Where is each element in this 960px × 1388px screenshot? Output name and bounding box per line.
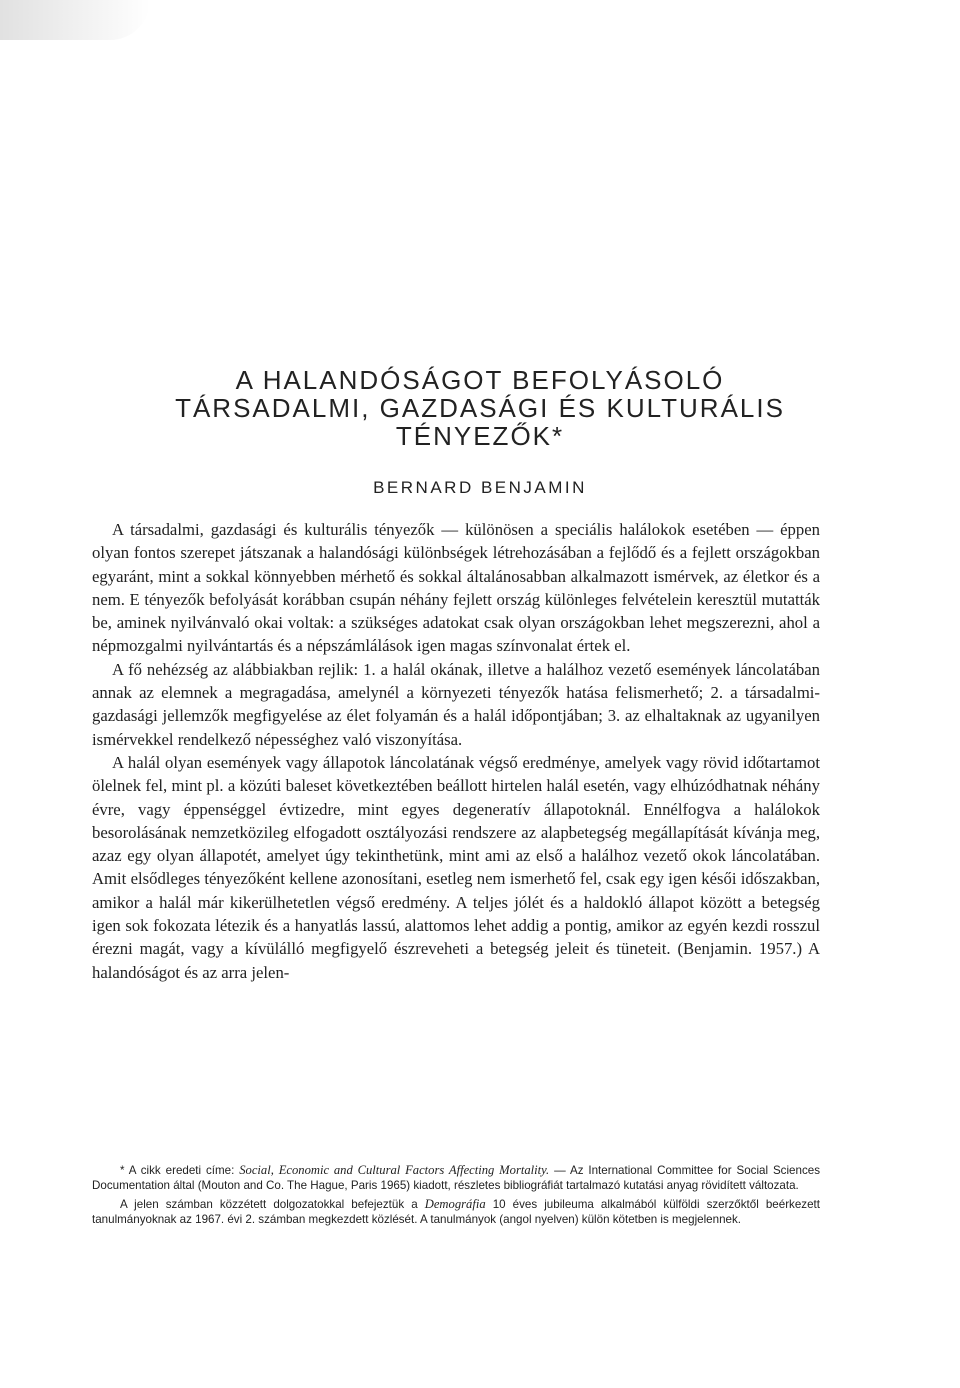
footnote-1-prefix: * A cikk eredeti címe:: [120, 1164, 240, 1177]
footnote-1-original-title: Social, Economic and Cultural Factors Affecting Mortality.: [239, 1163, 550, 1177]
article-body: [92, 518, 820, 984]
article-header: [0, 366, 960, 498]
footnote-2-prefix: A jelen számban közzétett dolgozatokkal befejeztük a: [120, 1198, 425, 1212]
footnote-2: [92, 1197, 820, 1227]
title-line-2: TÁRSADALMI, GAZDASÁGI ÉS KULTURÁLIS: [175, 393, 785, 423]
paragraph-3: A halál olyan események vagy állapotok láncolatának végső eredménye, amelyek vagy rövid időtartamot ölelnek fel, mint pl. a közúti baleset következtében beállott hirtelen halál esetén, vagy elhúzódhatnak néhány évre, vagy éppenséggel évtizedre, mint egyes degeneratív állapotoknál. Ennélfogva a halálokok besorolásának nemzetközileg elfogadott osztályozási rendszere az alapbetegség megállapítását kívánja meg, azaz egy olyan állapotét, amelyet úgy tekinthetünk, mint ami az első a halálhoz vezető okok láncolatában. Amit elsődleges tényezőként kellene azonosítani, esetleg nem ismerhető fel, csak egy igen késői időszakban, amikor a halál már kikerülhetetlen végső eredmény. A teljes jólét és a haldokló állapot között a betegség igen sok fokozata létezik és a hanyatlás lassú, alattomos lehet addig a pontig, amikor az egyén kezdi rosszul érezni magát, vagy a kívülálló megfigyelő észreveheti a betegség jeleit és tüneteit. (Benjamin. 1957.) A halandóságot és az arra jelen-: [92, 752, 820, 982]
footnotes: [92, 1163, 820, 1231]
footnote-1-suffix: — Az International Committee for Social Sciences Documentation által (Mouton and Co. The Hague, Paris 1965) kiadott, részletes bibliográfiát tartalmazó kutatási anyag rövidített változata.: [92, 1164, 820, 1192]
footnote-2-suffix: 10 éves jubileuma alkalmából külföldi szerzőktől beérkezett tanulmányoknak az 1967. évi 2. számban megkezdett közlését. A tanulmányok (angol nyelven) külön kötetben is megjelennek.: [92, 1198, 820, 1226]
author-name: BERNARD BENJAMIN: [373, 478, 587, 497]
footnote-1: [92, 1163, 820, 1193]
paragraph-2: A fő nehézség az alábbiakban rejlik: 1. a halál okának, illetve a halálhoz vezető események láncolatában annak az elemnek a megragadása, amelynél a környezeti tényezők hatása felismerhető; 2. a társadalmi-gazdasági jellemzők megfigyelése az élet folyamán és a halál időpontjában; 3. az elhaltaknak az ugyanilyen ismérvekkel rendelkező népességhez való viszonyítása.: [92, 659, 820, 749]
scan-smudge: [0, 0, 150, 40]
title-line-1: A HALANDÓSÁGOT BEFOLYÁSOLÓ: [235, 365, 725, 395]
title-line-3: TÉNYEZŐK*: [395, 421, 565, 451]
footnote-2-journal: Demográfia: [424, 1197, 486, 1212]
paragraph-1: A társadalmi, gazdasági és kulturális tényezők — különösen a speciális halálokok esetében — éppen olyan fontos szerepet játszanak a halandósági különbségek létrehozásában a fejlődő és a fejlett országokban egyaránt, mint a sokkal könnyebben mérhető és sokkal általánosabban alkalmazott ismérvek, az életkor és a nem. E tényezők befolyását korábban csupán néhány fejlett ország különleges felvételein keresztül mutatták be, aminek nyilvánvaló okai voltak: a szükséges adatokat csak olyan országokban lehet megszerezni, ahol a népmozgalmi nyilvántartás és a népszámlálások igen magas színvonalat értek el.: [92, 520, 820, 656]
